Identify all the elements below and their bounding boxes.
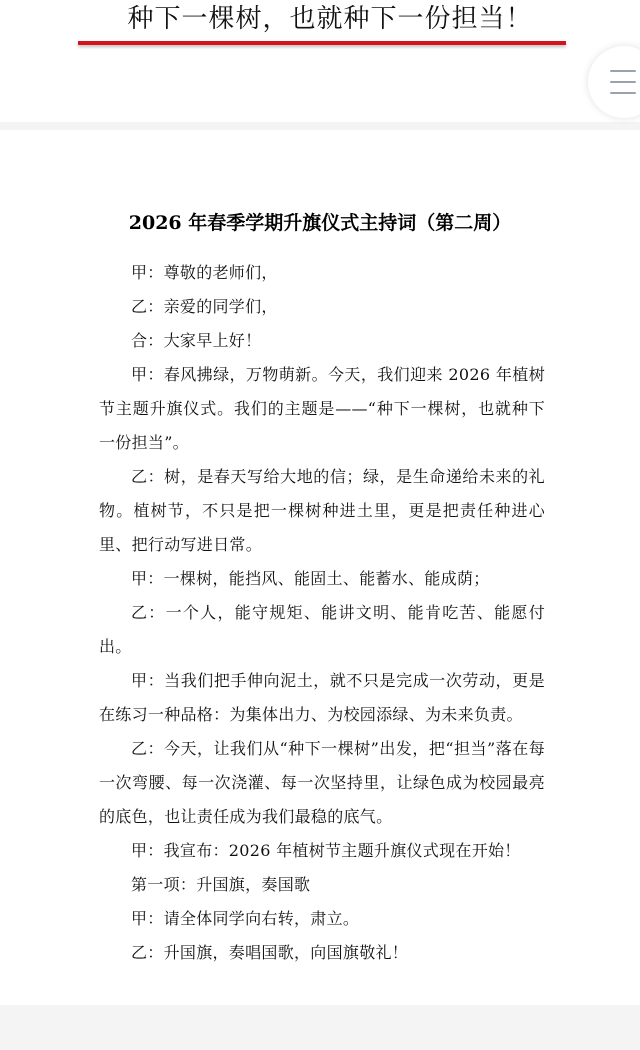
header-title: 种下一棵树，也就种下一份担当！ (127, 4, 533, 34)
paragraph: 甲：我宣布：2026 年植树节主题升旗仪式现在开始！ (131, 841, 521, 860)
paragraph: 甲：春风拂绿，万物萌新。今天，我们迎来 2026 年植树节主题升旗仪式。我们的主题是——“种下一棵树，也就种下一份担当”。 (99, 365, 545, 452)
paragraph: 甲：请全体同学向右转，肃立。 (131, 909, 360, 928)
document-page (0, 130, 640, 1005)
paragraph: 乙：升国旗，奏唱国歌，向国旗敬礼！ (131, 943, 409, 962)
paragraph: 乙：今天，让我们从“种下一棵树”出发，把“担当”落在每一次弯腰、每一次浇灌、每一次坚持里，让绿色成为校园最亮的底色，也让责任成为我们最稳的底气。 (99, 739, 545, 826)
paragraph: 乙：亲爱的同学们， (131, 297, 278, 316)
paragraph: 甲：尊敬的老师们， (131, 263, 278, 282)
hamburger-menu-icon-bar (610, 81, 636, 83)
paragraph: 乙：树，是春天写给大地的信；绿，是生命递给未来的礼物。植树节，不只是把一棵树种进土里，更是把责任种进心里、把行动写进日常。 (99, 467, 545, 554)
paragraph: 第一项：升国旗，奏国歌 (131, 875, 311, 894)
hamburger-menu-icon (610, 70, 636, 72)
header-red-rule (78, 41, 566, 45)
paragraph: 甲：当我们把手伸向泥土，就不只是完成一次劳动，更是在练习一种品格：为集体出力、为校园添绿、为未来负责。 (99, 671, 545, 724)
menu-button[interactable] (588, 46, 640, 118)
page-header (0, 0, 640, 122)
hamburger-menu-icon-bar (610, 92, 636, 94)
document-body (99, 256, 545, 970)
paragraph: 甲：一棵树，能挡风、能固土、能蓄水、能成荫； (131, 569, 490, 588)
paragraph: 合：大家早上好！ (131, 331, 262, 350)
document-title: 2026 年春季学期升旗仪式主持词（第二周） (128, 212, 512, 234)
paragraph: 乙：一个人，能守规矩、能讲文明、能肯吃苦、能愿付出。 (99, 603, 545, 656)
